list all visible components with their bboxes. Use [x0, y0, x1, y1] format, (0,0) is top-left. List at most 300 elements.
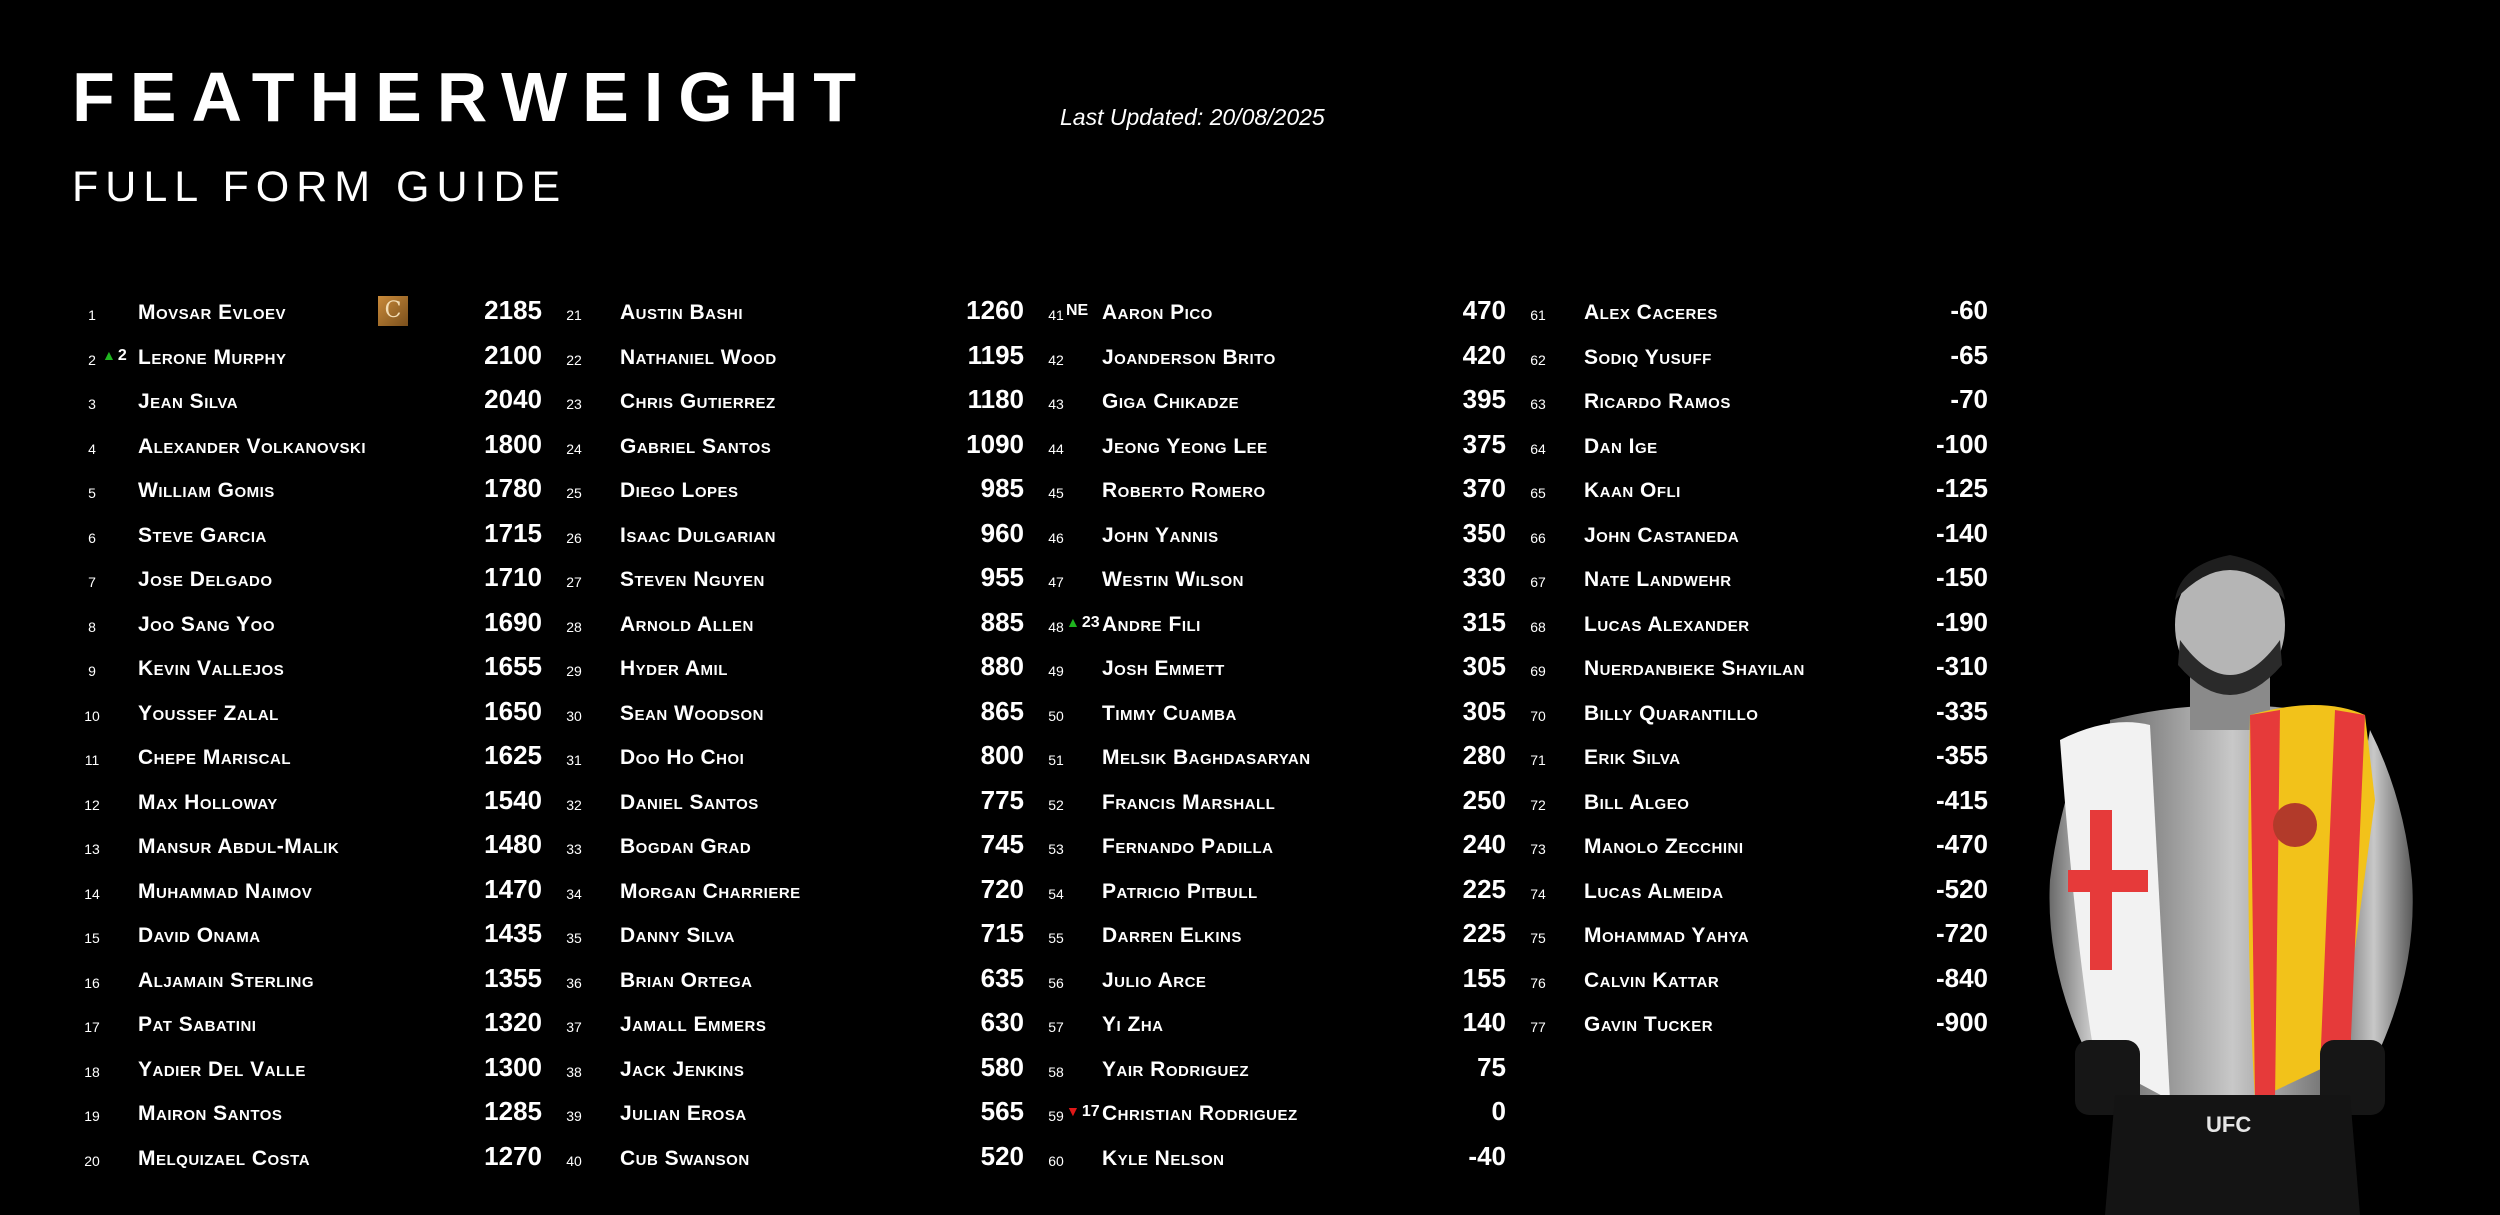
ranking-row	[554, 557, 1024, 602]
rank-number: 33	[566, 841, 582, 857]
fighter-name: Billy Quarantillo	[1584, 701, 1759, 725]
fighter-name: Isaac Dulgarian	[620, 523, 776, 547]
fighter-name: Jeong Yeong Lee	[1102, 434, 1268, 458]
ranking-row	[1518, 424, 1988, 469]
fighter-name: Morgan Charriere	[620, 879, 801, 903]
rank-number: 69	[1530, 663, 1546, 679]
ranking-row	[72, 602, 542, 647]
ranking-row	[554, 869, 1024, 914]
fighter-name: Joanderson Brito	[1102, 345, 1276, 369]
rank-number: 31	[566, 752, 582, 768]
ranking-row	[1518, 958, 1988, 1003]
fighter-points: -190	[1935, 606, 1988, 637]
fighter-name: Daniel Santos	[620, 790, 759, 814]
rank-number: 68	[1530, 618, 1546, 635]
ranking-row	[1036, 780, 1506, 825]
fighter-points: 565	[980, 1096, 1024, 1126]
rank-number: 4	[88, 440, 96, 457]
fighter-points: 420	[1462, 339, 1506, 370]
ranking-row	[554, 290, 1024, 335]
fighter-points: 470	[1462, 295, 1506, 325]
ranking-row	[554, 1047, 1024, 1092]
rank-number: 41	[1048, 307, 1064, 323]
fighter-points: 1470	[484, 873, 542, 904]
ranking-row	[72, 1136, 542, 1181]
page-subtitle: FULL FORM GUIDE	[72, 163, 568, 211]
ranking-row	[1036, 602, 1506, 647]
fighter-name: Bill Algeo	[1584, 790, 1690, 814]
fighter-points: 1780	[484, 473, 542, 503]
fighter-name: Christian Rodriguez	[1102, 1102, 1298, 1125]
fighter-name: Danny Silva	[620, 924, 735, 947]
fighter-points: 1180	[967, 384, 1024, 414]
rank-number: 60	[1048, 1152, 1064, 1169]
fighter-photo	[2020, 540, 2440, 1215]
rank-number: 21	[566, 307, 582, 323]
rank-number: 64	[1530, 440, 1546, 457]
fighter-name: Aljamain Sterling	[138, 968, 315, 992]
ranking-row	[1036, 691, 1506, 736]
fighter-name: Fernando Padilla	[1102, 835, 1274, 858]
fighter-points: -355	[1935, 740, 1988, 770]
ranking-row	[554, 1002, 1024, 1047]
fighter-points: -840	[1935, 962, 1988, 993]
ranking-row	[1518, 1002, 1988, 1047]
rank-number: 13	[84, 841, 100, 857]
fighter-name: Darren Elkins	[1102, 924, 1242, 947]
fighter-points: 630	[980, 1007, 1024, 1037]
fighter-points: 375	[1462, 428, 1506, 459]
ranking-row	[1036, 557, 1506, 602]
ranking-row	[1036, 1047, 1506, 1092]
fighter-points: 155	[1462, 962, 1506, 993]
fighter-points: 2185	[484, 295, 542, 325]
rank-movement	[1066, 1104, 1100, 1120]
rank-number: 50	[1048, 707, 1064, 724]
rank-number: 1	[88, 307, 96, 323]
fighter-points: -415	[1935, 784, 1988, 815]
fighter-name: Nuerdanbieke Shayilan	[1584, 657, 1805, 680]
rank-number: 49	[1048, 663, 1064, 679]
rank-number: 37	[566, 1019, 582, 1035]
rank-number: 66	[1530, 529, 1546, 546]
ranking-row	[1518, 646, 1988, 691]
page-title: FEATHERWEIGHT	[72, 58, 872, 136]
rank-number: 29	[566, 663, 582, 679]
ranking-row	[1518, 913, 1988, 958]
rank-number: 44	[1048, 440, 1064, 457]
rank-number: 11	[84, 752, 100, 768]
fighter-name: Lerone Murphy	[138, 345, 287, 369]
fighter-points: -720	[1935, 918, 1988, 948]
ranking-row	[72, 958, 542, 1003]
fighter-name: Ricardo Ramos	[1584, 390, 1731, 413]
rank-number: 36	[566, 974, 582, 991]
fighter-points: 395	[1462, 384, 1506, 414]
fighter-points: 885	[980, 606, 1024, 637]
fighter-points: 715	[980, 918, 1024, 948]
fighter-points: 1655	[484, 651, 542, 681]
ranking-row	[72, 513, 542, 558]
fighter-name: Kaan Ofli	[1584, 479, 1681, 502]
fighter-points: 635	[980, 962, 1024, 993]
fighter-points: 1625	[484, 740, 542, 770]
fighter-name: Nathaniel Wood	[620, 345, 777, 369]
arrow-up-icon: ▲	[1066, 613, 1080, 630]
rank-number: 59	[1048, 1108, 1064, 1124]
fighter-name: Diego Lopes	[620, 479, 739, 502]
fighter-name: Muhammad Naimov	[138, 879, 313, 903]
ranking-row	[1036, 869, 1506, 914]
fighter-name: Julian Erosa	[620, 1102, 747, 1125]
fighter-name: Alexander Volkanovski	[138, 434, 367, 458]
fighter-points: 240	[1462, 829, 1506, 859]
ranking-row	[72, 691, 542, 736]
ranking-row	[72, 913, 542, 958]
fighter-points: 2040	[484, 384, 542, 414]
ranking-row	[1518, 335, 1988, 380]
rank-movement-value: 17	[1081, 1103, 1100, 1120]
fighter-name: Yair Rodriguez	[1102, 1057, 1250, 1081]
fighter-name: Timmy Cuamba	[1102, 701, 1237, 725]
arrow-up-icon: ▲	[102, 346, 116, 363]
rank-number: 53	[1048, 841, 1064, 857]
rank-number: 16	[84, 974, 100, 991]
ranking-row	[72, 780, 542, 825]
rank-number: 55	[1048, 930, 1064, 946]
fighter-points: 1690	[484, 606, 542, 637]
fighter-points: 370	[1462, 473, 1506, 503]
ranking-row	[72, 1047, 542, 1092]
fighter-points: -520	[1935, 873, 1988, 904]
rank-movement-value: 23	[1081, 613, 1100, 631]
fighter-points: 250	[1462, 784, 1506, 815]
rank-number: 27	[566, 574, 582, 590]
ranking-row	[1518, 468, 1988, 513]
rank-number: 45	[1048, 485, 1064, 501]
ranking-row	[1036, 1136, 1506, 1181]
fighter-name: Sodiq Yusuff	[1584, 345, 1712, 369]
fighter-name: Dan Ige	[1584, 434, 1658, 458]
fighter-name: Lucas Alexander	[1584, 612, 1750, 636]
rankings-column-1	[72, 290, 542, 1180]
fighter-points: -150	[1935, 562, 1988, 592]
fighter-points: 1540	[484, 784, 542, 815]
rank-number: 34	[566, 885, 582, 902]
rank-number: 25	[566, 485, 582, 501]
fighter-points: -60	[1950, 295, 1988, 325]
fighter-name: Francis Marshall	[1102, 790, 1276, 814]
ranking-row	[554, 602, 1024, 647]
rank-number: 71	[1530, 752, 1546, 768]
rank-number: 39	[566, 1108, 582, 1124]
ranking-row	[554, 1136, 1024, 1181]
fighter-points: 745	[980, 829, 1024, 859]
fighter-points: 1195	[967, 339, 1024, 370]
rank-number: 14	[84, 885, 100, 902]
rank-number: 72	[1530, 796, 1546, 813]
fighter-points: -335	[1935, 695, 1988, 726]
ranking-row	[1036, 913, 1506, 958]
ranking-row	[1518, 602, 1988, 647]
rank-number: 32	[566, 796, 582, 813]
ranking-row	[1036, 1091, 1506, 1136]
rank-number: 52	[1048, 796, 1064, 813]
rank-number: 2	[88, 351, 96, 368]
fighter-points: -900	[1935, 1007, 1988, 1037]
rank-number: 18	[84, 1063, 100, 1080]
fighter-name: John Castaneda	[1584, 523, 1740, 547]
rank-number: 7	[88, 574, 96, 590]
ranking-row	[1518, 824, 1988, 869]
fighter-points: 955	[980, 562, 1024, 592]
ranking-row	[1036, 513, 1506, 558]
fighter-name: Julio Arce	[1102, 968, 1207, 992]
rank-number: 28	[566, 618, 582, 635]
rank-number: 9	[88, 663, 96, 679]
ranking-row	[554, 1091, 1024, 1136]
ranking-row	[72, 290, 542, 335]
ranking-row	[554, 646, 1024, 691]
fighter-name: Lucas Almeida	[1584, 879, 1724, 903]
fighter-points: 1270	[484, 1140, 542, 1171]
ranking-row	[72, 379, 542, 424]
fighter-name: Kyle Nelson	[1102, 1146, 1225, 1170]
ranking-row	[554, 780, 1024, 825]
rank-number: 73	[1530, 841, 1546, 857]
fighter-points: 800	[980, 740, 1024, 770]
ranking-row	[72, 468, 542, 513]
fighter-name: Steve Garcia	[138, 523, 267, 547]
fighter-points: 865	[980, 695, 1024, 726]
rank-number: 23	[566, 396, 582, 412]
rank-number: 40	[566, 1152, 582, 1169]
fighter-name: William Gomis	[138, 479, 275, 502]
rank-number: 43	[1048, 396, 1064, 412]
fighter-points: 315	[1462, 606, 1506, 637]
ranking-row	[1518, 557, 1988, 602]
fighter-points: -310	[1935, 651, 1988, 681]
fighter-points: 0	[1491, 1096, 1506, 1126]
rank-number: 30	[566, 707, 582, 724]
fighter-name: Andre Fili	[1102, 612, 1201, 636]
fighter-points: 1300	[484, 1051, 542, 1082]
fighter-name: Bogdan Grad	[620, 835, 752, 858]
fighter-points: -70	[1950, 384, 1988, 414]
rank-number: 77	[1530, 1019, 1546, 1035]
fighter-points: 1320	[484, 1007, 542, 1037]
fighter-points: 1090	[966, 428, 1024, 459]
fighter-name: Mansur Abdul-Malik	[138, 835, 340, 858]
rank-number: 67	[1530, 574, 1546, 590]
rank-movement	[102, 348, 127, 364]
fighter-points: 1650	[484, 695, 542, 726]
ranking-row	[1036, 335, 1506, 380]
fighter-points: 330	[1462, 562, 1506, 592]
fighter-points: 1435	[484, 918, 542, 948]
fighter-name: Steven Nguyen	[620, 568, 765, 591]
ranking-row	[1518, 379, 1988, 424]
fighter-points: 140	[1462, 1007, 1506, 1037]
rank-number: 42	[1048, 351, 1064, 368]
fighter-name: Alex Caceres	[1584, 301, 1718, 324]
rank-number: 35	[566, 930, 582, 946]
rank-number: 57	[1048, 1019, 1064, 1035]
ranking-row	[1518, 869, 1988, 914]
rank-number: 20	[84, 1152, 100, 1169]
rank-number: 3	[88, 396, 96, 412]
rank-number: 76	[1530, 974, 1546, 991]
fighter-name: Mairon Santos	[138, 1102, 283, 1125]
rank-number: 75	[1530, 930, 1546, 946]
ranking-row	[1036, 735, 1506, 780]
fighter-name: Kevin Vallejos	[138, 657, 285, 680]
fighter-name: Westin Wilson	[1102, 568, 1244, 591]
fighter-name: Doo Ho Choi	[620, 746, 745, 769]
ranking-row	[554, 913, 1024, 958]
fighter-points: 775	[980, 784, 1024, 815]
rank-number: 47	[1048, 574, 1064, 590]
fighter-name: Movsar Evloev	[138, 301, 287, 324]
ranking-row	[72, 869, 542, 914]
ranking-row	[554, 379, 1024, 424]
ranking-row	[72, 1002, 542, 1047]
fighter-points: 985	[980, 473, 1024, 503]
fighter-name: Jack Jenkins	[620, 1057, 745, 1081]
fighter-points: -100	[1935, 428, 1988, 459]
fighter-name: Melsik Baghdasaryan	[1102, 746, 1311, 769]
fighter-name: Arnold Allen	[620, 612, 754, 636]
ranking-row	[1036, 379, 1506, 424]
rank-number: 26	[566, 529, 582, 546]
rank-number: 19	[84, 1108, 100, 1124]
rank-number: 24	[566, 440, 582, 457]
fighter-points: 350	[1462, 517, 1506, 548]
rank-number: 15	[84, 930, 100, 946]
fighter-points: 1715	[484, 517, 542, 548]
rank-number: 46	[1048, 529, 1064, 546]
fighter-name: Roberto Romero	[1102, 479, 1266, 502]
fighter-name: Jose Delgado	[138, 568, 273, 591]
fighter-points: 960	[980, 517, 1024, 548]
fighter-points: 305	[1462, 651, 1506, 681]
rank-number: 63	[1530, 396, 1546, 412]
fighter-points: 75	[1477, 1051, 1506, 1082]
ranking-row	[554, 513, 1024, 558]
ranking-row	[1518, 513, 1988, 558]
fighter-points: 225	[1462, 873, 1506, 904]
fighter-name: Jamall Emmers	[620, 1013, 767, 1036]
rank-number: 22	[566, 351, 582, 368]
fighter-name: Mohammad Yahya	[1584, 924, 1750, 947]
fighter-name: Gabriel Santos	[620, 434, 772, 458]
fighter-name: Chris Gutierrez	[620, 390, 776, 413]
rank-number: 65	[1530, 485, 1546, 501]
rank-number: 58	[1048, 1063, 1064, 1080]
ranking-row	[554, 958, 1024, 1003]
rank-number: 17	[84, 1019, 100, 1035]
fighter-points: 1800	[484, 428, 542, 459]
fighter-points: 305	[1462, 695, 1506, 726]
ranking-row	[1518, 691, 1988, 736]
fighter-name: Yadier Del Valle	[138, 1057, 306, 1081]
fighter-name: Pat Sabatini	[138, 1013, 257, 1036]
fighter-points: 580	[980, 1051, 1024, 1082]
ranking-row	[554, 691, 1024, 736]
fighter-name: Calvin Kattar	[1584, 968, 1720, 992]
rankings-column-2	[554, 290, 1024, 1180]
rank-number: 5	[88, 485, 96, 501]
fighter-name: Giga Chikadze	[1102, 390, 1240, 413]
fighter-name: Chepe Mariscal	[138, 746, 292, 769]
ranking-row	[1036, 290, 1506, 335]
fighter-points: 225	[1462, 918, 1506, 948]
fighter-name: Sean Woodson	[620, 701, 765, 725]
fighter-points: 2100	[484, 339, 542, 370]
ranking-row	[1036, 424, 1506, 469]
ranking-row	[1036, 646, 1506, 691]
rank-number: 56	[1048, 974, 1064, 991]
fighter-name: Joo Sang Yoo	[138, 612, 275, 636]
ranking-row	[554, 468, 1024, 513]
rankings-column-3	[1036, 290, 1506, 1180]
ranking-row	[554, 735, 1024, 780]
ranking-row	[72, 1091, 542, 1136]
ranking-row	[72, 735, 542, 780]
fighter-name: Hyder Amil	[620, 657, 728, 680]
fighter-points: 1285	[484, 1096, 542, 1126]
fighter-name: Manolo Zecchini	[1584, 835, 1744, 858]
rank-number: 48	[1048, 618, 1064, 635]
rank-number: 70	[1530, 707, 1546, 724]
ranking-row	[72, 646, 542, 691]
ranking-row	[554, 335, 1024, 380]
fighter-name: Youssef Zalal	[138, 701, 279, 725]
ranking-row	[554, 424, 1024, 469]
fighter-name: Aaron Pico	[1102, 301, 1213, 324]
rank-number: 38	[566, 1063, 582, 1080]
fighter-points: -40	[1468, 1140, 1506, 1171]
fighter-points: 1260	[966, 295, 1024, 325]
fighter-points: 720	[980, 873, 1024, 904]
ranking-row	[1036, 824, 1506, 869]
fighter-points: 280	[1462, 740, 1506, 770]
ranking-row	[72, 335, 542, 380]
rank-number: 12	[84, 796, 100, 813]
rankings-column-4	[1518, 290, 1988, 1047]
rank-number: 74	[1530, 885, 1546, 902]
ranking-row	[72, 557, 542, 602]
rank-number: 62	[1530, 351, 1546, 368]
ranking-row	[1036, 958, 1506, 1003]
rank-movement	[1066, 615, 1100, 631]
champion-badge: C	[378, 296, 408, 326]
rank-movement-value: 2	[117, 346, 127, 364]
rank-number: 54	[1048, 885, 1064, 902]
fighter-name: Brian Ortega	[620, 968, 753, 992]
rank-number: 10	[84, 707, 100, 724]
fighter-name: Patricio Pitbull	[1102, 879, 1258, 903]
new-entry-badge: NE	[1066, 302, 1089, 319]
fighter-name: Austin Bashi	[620, 301, 744, 324]
fighter-points: 1480	[484, 829, 542, 859]
fighter-points: -125	[1935, 473, 1988, 503]
fighter-name: Erik Silva	[1584, 746, 1681, 769]
ranking-row	[1518, 290, 1988, 335]
rank-number: 51	[1048, 752, 1064, 768]
last-updated-label: Last Updated: 20/08/2025	[1060, 104, 1325, 130]
fighter-name: John Yannis	[1102, 523, 1219, 547]
